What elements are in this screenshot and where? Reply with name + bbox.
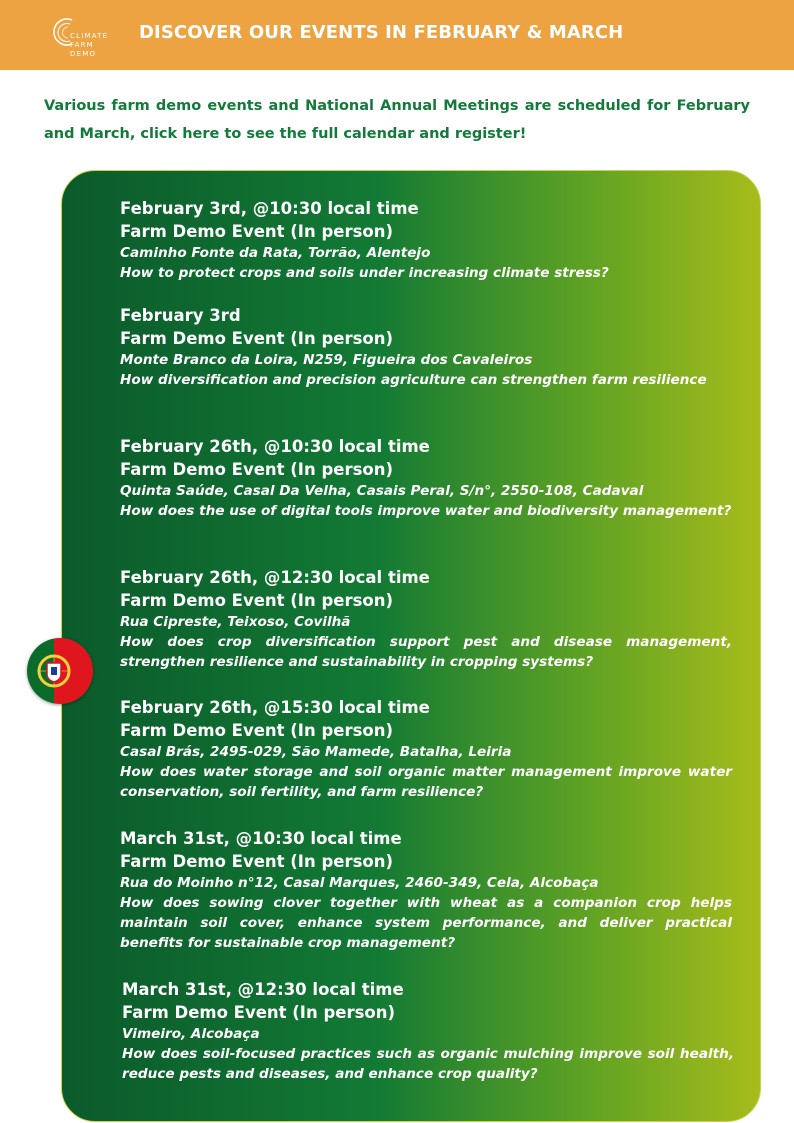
event-item	[120, 566, 732, 672]
event-location: Rua do Moinho n°12, Casal Marques, 2460-349, Cela, Alcobaça	[120, 875, 599, 891]
event-item	[120, 435, 732, 521]
event-item	[120, 696, 732, 802]
page-title: DISCOVER OUR EVENTS IN FEBRUARY & MARCH	[139, 22, 624, 43]
event-description: How to protect crops and soils under increasing climate stress?	[120, 265, 609, 281]
event-location: Rua Cipreste, Teixoso, Covilhã	[120, 614, 351, 630]
event-item	[120, 197, 732, 283]
logo-word-1: CLIMATE	[70, 32, 109, 40]
event-type: Farm Demo Event (In person)	[120, 222, 394, 241]
event-location: Vimeiro, Alcobaça	[122, 1026, 260, 1042]
event-date: February 26th, @10:30 local time	[120, 437, 430, 456]
event-type: Farm Demo Event (In person)	[120, 721, 394, 740]
event-date: March 31st, @12:30 local time	[122, 980, 404, 999]
header-banner	[0, 0, 794, 70]
intro-calendar-link[interactable]: Various farm demo events and National Annual Meetings are scheduled for February and March, click here to see the full calendar and register!	[44, 98, 750, 142]
event-description: How does water storage and soil organic matter management improve water conservation, soil fertility, and farm resilience?	[120, 764, 732, 800]
event-type: Farm Demo Event (In person)	[120, 329, 394, 348]
event-type: Farm Demo Event (In person)	[120, 852, 394, 871]
event-date: March 31st, @10:30 local time	[120, 829, 402, 848]
climate-farm-demo-logo	[48, 14, 120, 60]
event-description: How does the use of digital tools improve water and biodiversity management?	[120, 503, 732, 519]
event-location: Casal Brás, 2495-029, São Mamede, Batalha, Leiria	[120, 744, 512, 760]
event-description: How does soil-focused practices such as organic mulching improve soil health, reduce pests and diseases, and enhance crop quality?	[122, 1046, 734, 1082]
event-description: How diversification and precision agriculture can strengthen farm resilience	[120, 372, 707, 388]
event-date: February 3rd	[120, 306, 241, 325]
event-item	[120, 827, 732, 953]
event-location: Caminho Fonte da Rata, Torrão, Alentejo	[120, 245, 431, 261]
event-item	[120, 304, 732, 390]
event-type: Farm Demo Event (In person)	[120, 460, 394, 479]
event-description: How does crop diversification support pest and disease management, strengthen resilience and sustainability in cropping systems?	[120, 634, 732, 670]
event-type: Farm Demo Event (In person)	[122, 1003, 396, 1022]
event-date: February 3rd, @10:30 local time	[120, 199, 419, 218]
event-item	[122, 978, 734, 1084]
event-description: How does sowing clover together with wheat as a companion crop helps maintain soil cover, enhance system performance, and deliver practical benefits for sustainable crop management?	[120, 895, 732, 951]
logo-word-2: FARM	[70, 41, 94, 49]
event-location: Quinta Saúde, Casal Da Velha, Casais Peral, S/n°, 2550-108, Cadaval	[120, 483, 644, 499]
logo-word-3: DEMO	[70, 50, 97, 58]
event-type: Farm Demo Event (In person)	[120, 591, 394, 610]
event-date: February 26th, @12:30 local time	[120, 568, 430, 587]
event-date: February 26th, @15:30 local time	[120, 698, 430, 717]
portugal-flag-icon	[27, 638, 93, 704]
event-location: Monte Branco da Loira, N259, Figueira dos Cavaleiros	[120, 352, 533, 368]
